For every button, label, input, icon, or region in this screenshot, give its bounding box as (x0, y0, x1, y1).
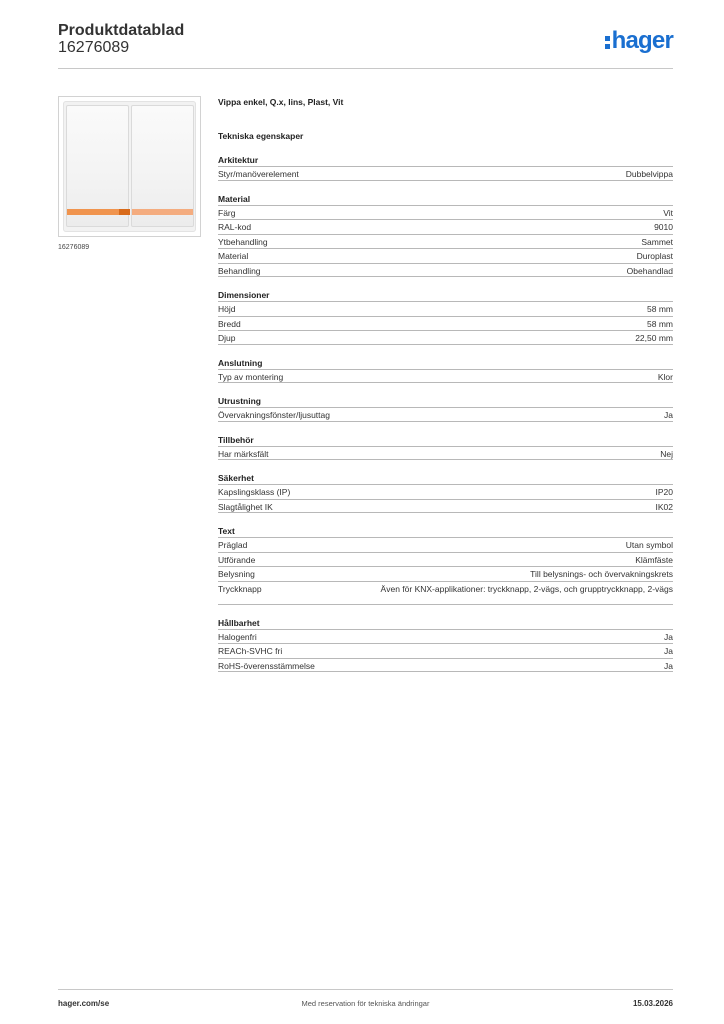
property-group (218, 194, 673, 278)
property-group (218, 526, 673, 605)
property-label: Styr/manöverelement (218, 169, 299, 179)
property-row (218, 369, 673, 384)
section-title: Tekniska egenskaper (218, 131, 304, 141)
property-label: Belysning (218, 569, 255, 579)
property-row (218, 407, 673, 422)
group-title: Dimensioner (218, 290, 270, 300)
property-row (218, 643, 673, 658)
property-row (218, 263, 673, 278)
footer-website: hager.com/se (58, 999, 110, 1008)
property-row (218, 581, 673, 605)
property-value: Klor (657, 371, 673, 382)
property-row (218, 484, 673, 499)
group-title: Tillbehör (218, 434, 254, 445)
property-label: RoHS-överensstämmelse (218, 660, 315, 671)
property-label: Kapslingsklass (IP) (218, 487, 291, 497)
property-row (218, 499, 673, 514)
property-row (218, 537, 673, 552)
document-number: 16276089 (58, 39, 130, 56)
property-value: Till belysnings- och övervakningskrets (530, 569, 673, 579)
group-title: Arkitektur (218, 155, 259, 165)
property-row (218, 316, 673, 331)
group-rows (218, 484, 673, 513)
document-title: Produktdatablad (58, 22, 185, 39)
property-value: Ja (664, 660, 673, 671)
lens-indicator (119, 209, 130, 215)
property-row (218, 566, 673, 581)
property-group (218, 290, 673, 345)
property-label: Har märksfält (218, 448, 269, 459)
property-value: 9010 (654, 222, 673, 232)
property-value: 58 mm (647, 318, 673, 329)
property-label: Tryckknapp (218, 583, 262, 594)
product-image (58, 96, 201, 237)
property-group (218, 358, 673, 384)
group-title: Material (218, 193, 251, 204)
property-group (218, 435, 673, 461)
group-title: Utrustning (218, 396, 261, 406)
property-value: 58 mm (647, 304, 673, 314)
group-rows (218, 301, 673, 345)
property-label: Färg (218, 207, 236, 218)
property-label: Typ av montering (218, 371, 284, 382)
property-label: Övervakningsfönster/ljusuttag (218, 410, 330, 420)
group-rows (218, 369, 673, 384)
lens-right (132, 209, 193, 215)
group-rows (218, 537, 673, 605)
property-row (218, 658, 673, 673)
property-row (218, 301, 673, 316)
group-title: Anslutning (218, 357, 263, 368)
property-value: Sammet (641, 236, 673, 247)
group-rows (218, 205, 673, 278)
product-details (218, 96, 673, 672)
property-row (218, 166, 673, 181)
property-row (218, 248, 673, 263)
property-groups (218, 155, 673, 672)
property-label: Halogenfri (218, 631, 257, 642)
property-label: Präglad (218, 540, 248, 550)
group-title: Säkerhet (218, 473, 254, 483)
property-value: IK02 (655, 501, 673, 512)
property-row (218, 205, 673, 220)
property-value: IP20 (655, 487, 673, 497)
group-rows (218, 629, 673, 673)
property-value: Dubbelvippa (625, 169, 673, 179)
property-label: REACh-SVHC fri (218, 646, 283, 656)
switch-plate (63, 101, 196, 232)
property-row (218, 234, 673, 249)
property-value: 22,50 mm (635, 333, 673, 343)
property-value: Även för KNX-applikationer: tryckknapp, 2-vägs, och grupptryckknapp, 2-vägs (380, 583, 673, 594)
product-name: Vippa enkel, Q.x, lins, Plast, Vit (218, 97, 344, 107)
property-value: Duroplast (636, 251, 673, 261)
property-value: Nej (660, 448, 673, 459)
property-value: Ja (664, 631, 673, 642)
property-group (218, 473, 673, 513)
property-value: Utan symbol (625, 540, 673, 550)
property-value: Vit (663, 207, 673, 218)
property-group (218, 618, 673, 673)
property-label: Djup (218, 333, 236, 343)
property-label: Behandling (218, 265, 261, 276)
footer-date: 15.03.2026 (632, 999, 673, 1008)
property-label: Slagtålighet IK (218, 501, 273, 512)
property-row (218, 446, 673, 461)
group-rows (218, 407, 673, 422)
rocker-left (66, 105, 129, 227)
property-value: Ja (664, 410, 673, 420)
rocker-right (131, 105, 194, 227)
property-label: Ytbehandling (218, 236, 268, 247)
property-row (218, 330, 673, 345)
property-row (218, 629, 673, 644)
image-caption: 16276089 (58, 244, 90, 251)
group-title: Hållbarhet (218, 617, 260, 628)
footer-disclaimer: Med reservation för tekniska ändringar (301, 999, 430, 1008)
hager-logo (604, 28, 673, 54)
property-value: Klämfäste (635, 554, 673, 565)
property-label: Utförande (218, 554, 256, 565)
property-label: Material (218, 251, 249, 261)
property-label: RAL-kod (218, 222, 252, 232)
page-header (58, 22, 673, 69)
group-rows (218, 446, 673, 461)
property-value: Obehandlad (626, 265, 673, 276)
property-row (218, 552, 673, 567)
logo-text: hager (611, 27, 673, 54)
property-group (218, 155, 673, 181)
property-value: Ja (664, 646, 673, 656)
property-label: Höjd (218, 304, 236, 314)
property-group (218, 396, 673, 422)
property-label: Bredd (218, 318, 241, 329)
page-footer (58, 989, 673, 1013)
group-rows (218, 166, 673, 181)
group-title: Text (218, 526, 235, 536)
property-row (218, 219, 673, 234)
logo-dots-icon (604, 32, 611, 50)
